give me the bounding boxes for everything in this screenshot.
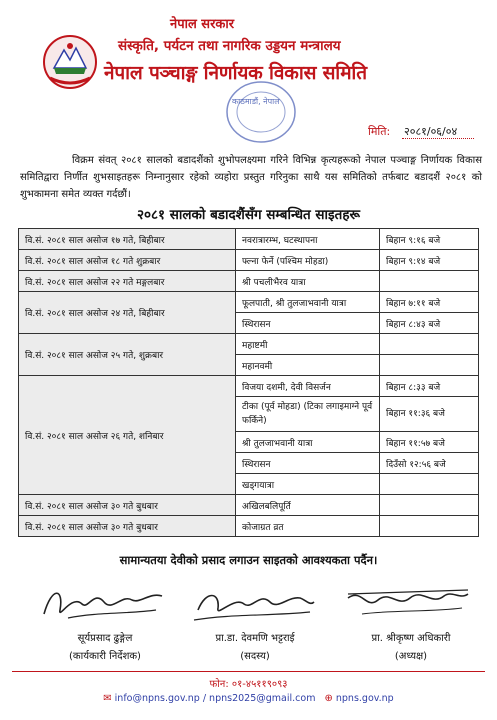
table-row bbox=[19, 376, 479, 397]
date-cell: वि.सं. २०८१ साल असोज २४ गते, बिहीबार bbox=[19, 292, 236, 334]
signatory-name: सूर्यप्रसाद ढुङ्गेल bbox=[77, 633, 133, 644]
signatory-role: (अध्यक्ष) bbox=[394, 651, 428, 662]
footer-phone: फोन: ०१-४५११९०९३ bbox=[209, 679, 288, 690]
time-cell: बिहान ८:४३ बजे bbox=[380, 313, 479, 334]
footer-website[interactable]: npns.gov.np bbox=[335, 693, 394, 704]
signature-chairperson bbox=[342, 580, 472, 626]
time-cell bbox=[380, 271, 479, 292]
event-cell: श्री पचलीभैरव यात्रा bbox=[236, 271, 380, 292]
date-cell: वि.सं. २०८१ साल असोज १८ गते शुक्रबार bbox=[19, 250, 236, 271]
prasad-note: सामान्यतया देवीको प्रसाद लगाउन साइतको आवश्यकता पर्दैन। bbox=[119, 553, 378, 567]
date-cell: वि.सं. २०८१ साल असोज २५ गते, शुक्रबार bbox=[19, 334, 236, 376]
event-cell: कोजाग्रत व्रत bbox=[236, 516, 380, 537]
footer-email[interactable]: info@npns.gov.np / npns2025@gmail.com bbox=[114, 693, 316, 704]
date-label: मिति: bbox=[368, 125, 391, 138]
globe-icon: ⊕ bbox=[324, 693, 333, 704]
email-icon: ✉ bbox=[103, 693, 112, 704]
time-cell bbox=[380, 355, 479, 376]
table-row bbox=[19, 292, 479, 313]
committee-name: नेपाल पञ्चाङ्ग निर्णायक विकास समिति bbox=[104, 62, 367, 84]
date-underline bbox=[402, 138, 474, 139]
event-cell: श्री तुलजाभवानी यात्रा bbox=[236, 432, 380, 453]
time-cell: बिहान ११:३६ बजे bbox=[380, 397, 479, 432]
table-row bbox=[19, 250, 479, 271]
time-cell: बिहान ८:३३ बजे bbox=[380, 376, 479, 397]
seal-text: काठमाडौं, नेपाल bbox=[232, 97, 280, 106]
date-cell: वि.सं. २०८१ साल असोज ३० गते बुधबार bbox=[19, 516, 236, 537]
table-row bbox=[19, 229, 479, 250]
event-cell: फ्ल्ना फेर्ने (पश्चिम मोहडा) bbox=[236, 250, 380, 271]
time-cell: बिहान ७:११ बजे bbox=[380, 292, 479, 313]
date-cell: वि.सं. २०८१ साल असोज ३० गते बुधबार bbox=[19, 495, 236, 516]
signatory-role: (कार्यकारी निर्देशक) bbox=[69, 651, 141, 662]
date-cell: वि.सं. २०८१ साल असोज २२ गते मङ्गलबार bbox=[19, 271, 236, 292]
event-cell: महानवमी bbox=[236, 355, 380, 376]
auspicious-times-table bbox=[18, 228, 479, 537]
event-cell: फूलपाती, श्री तुलजाभवानी यात्रा bbox=[236, 292, 380, 313]
footer-contacts bbox=[0, 693, 497, 704]
signatory-name: प्रा. श्रीकृष्ण अधिकारी bbox=[371, 633, 451, 644]
time-cell bbox=[380, 495, 479, 516]
event-cell: खड्गयात्रा bbox=[236, 474, 380, 495]
footer-divider bbox=[12, 671, 485, 672]
date-cell: वि.सं. २०८१ साल असोज १७ गते, बिहीबार bbox=[19, 229, 236, 250]
time-cell: बिहान ११:५७ बजे bbox=[380, 432, 479, 453]
event-cell: अखिलबलिपूर्ति bbox=[236, 495, 380, 516]
date-cell: वि.सं. २०८१ साल असोज २६ गते, शनिबार bbox=[19, 376, 236, 495]
nepal-emblem-logo bbox=[40, 34, 100, 90]
event-cell: स्थिरासन bbox=[236, 453, 380, 474]
ministry-name: संस्कृति, पर्यटन तथा नागरिक उड्डयन मन्त्रालय bbox=[118, 38, 341, 54]
time-cell: बिहान ९:१६ बजे bbox=[380, 229, 479, 250]
official-seal-stamp bbox=[222, 78, 300, 146]
event-cell: विजया दशमी, देवी विसर्जन bbox=[236, 376, 380, 397]
event-cell: स्थिरासन bbox=[236, 313, 380, 334]
signatory-role: (सदस्य) bbox=[240, 651, 270, 662]
government-name: नेपाल सरकार bbox=[170, 17, 235, 32]
time-cell bbox=[380, 516, 479, 537]
table-title: २०८१ सालको बडादशैंसँग सम्बन्धित साइतहरू bbox=[136, 207, 361, 223]
date-value: २०८१/०६/०४ bbox=[404, 125, 458, 138]
event-cell: महाष्टमी bbox=[236, 334, 380, 355]
event-cell: नवरात्रारम्भ, घटस्थापना bbox=[236, 229, 380, 250]
table-row bbox=[19, 516, 479, 537]
signature-member bbox=[190, 580, 320, 626]
time-cell bbox=[380, 334, 479, 355]
time-cell: बिहान ९:१४ बजे bbox=[380, 250, 479, 271]
table-row bbox=[19, 495, 479, 516]
time-cell bbox=[380, 474, 479, 495]
table-row bbox=[19, 334, 479, 355]
table-row bbox=[19, 271, 479, 292]
signatory-name: प्रा.डा. देवमणि भट्टराई bbox=[215, 633, 295, 644]
time-cell: दिउँसो १२:५६ बजे bbox=[380, 453, 479, 474]
intro-paragraph: विक्रम संवत् २०८१ सालको बडादशैंको शुभोपलक्ष्यमा गरिने विभिन्न कृत्यहरूको नेपाल पञ्चाङ्ग निर्णायक विकास समितिद्वारा निर्णीत शुभसाइतहरू निम्नानुसार रहेको व्यहोरा प्रस्तुत गरिनुका साथै यस समितिको तर्फबाट बडादशैं २०८१ को शुभकामना समेत व्यक्त गर्दछौं। bbox=[20, 155, 482, 200]
signature-executive-director bbox=[38, 580, 168, 626]
event-cell: टीका (पूर्व मोहडा) (टिका लगाइमाग्ने पूर्व फर्किने) bbox=[236, 397, 380, 432]
